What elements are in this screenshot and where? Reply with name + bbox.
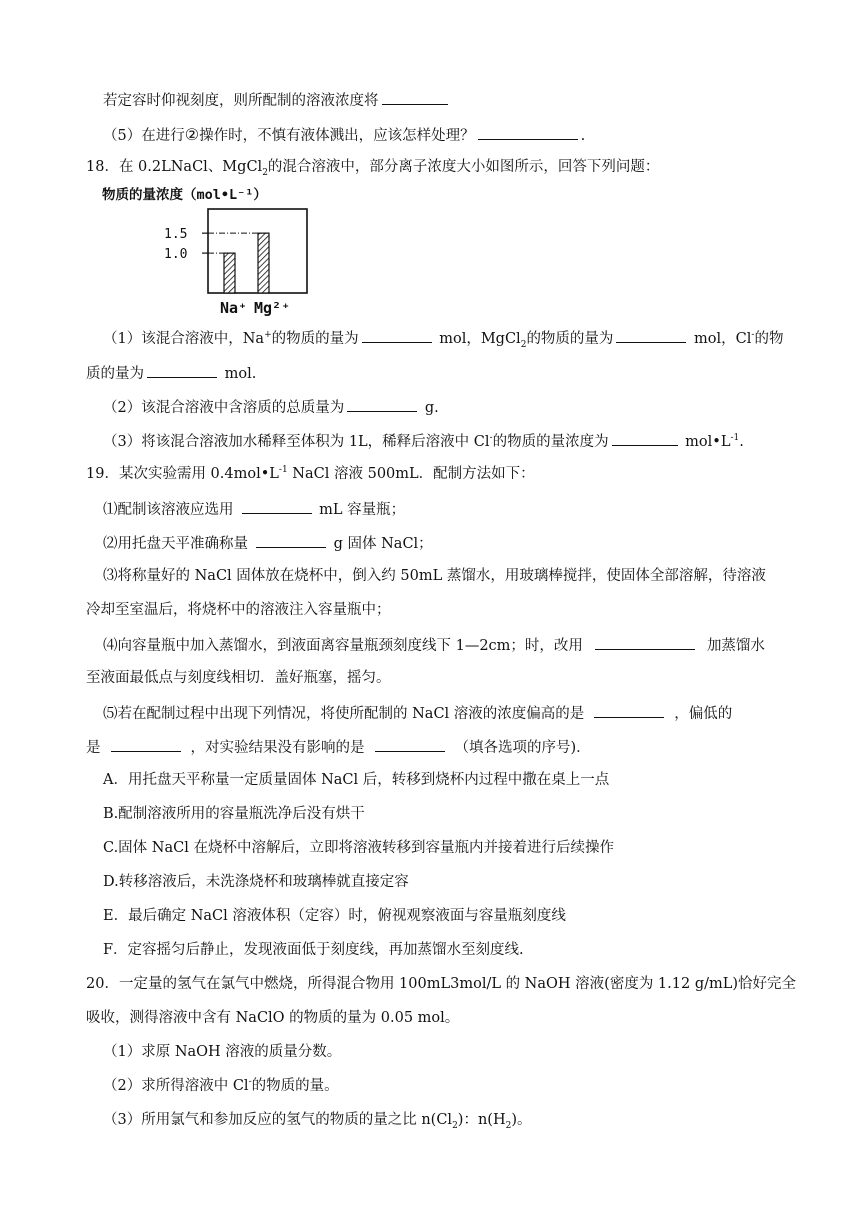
option-text: D.转移溶液后，未洗涤烧杯和玻璃棒就直接定容	[103, 874, 409, 890]
q20-text: （2）求所得溶液中 Cl	[103, 1078, 249, 1094]
superscript: -	[489, 433, 493, 444]
q19-text: ，对实验结果没有影响的是	[190, 740, 365, 756]
answer-blank[interactable]	[111, 736, 181, 752]
q18-text: （1）该混合溶液中，Na	[103, 331, 265, 347]
q20-text: 吸收，测得溶液中含有 NaClO 的物质的量为 0.05 mol。	[86, 1010, 460, 1026]
q18-text: 的混合溶液中，部分离子浓度大小如图所示，回答下列问题：	[267, 159, 660, 175]
q17-text: （5）在进行	[103, 128, 185, 144]
q17-text: 操作时，不慎有液体溅出，应该怎样处理？	[199, 128, 475, 144]
q19-option-a	[103, 770, 609, 790]
q20-text: 20．一定量的氢气在氯气中燃烧，所得混合物用 100mL3mol/L 的 NaOH 溶液(密度为 1.12 g/mL)恰好完全	[86, 976, 797, 992]
q20-text: 的物质的量。	[251, 1078, 339, 1094]
answer-blank[interactable]	[147, 362, 217, 378]
q17-text: .	[580, 128, 586, 144]
q19-step5-line1	[103, 702, 732, 724]
q19-option-d	[103, 872, 409, 892]
q17-line-5	[103, 89, 451, 111]
q18-text: g.	[420, 400, 439, 416]
answer-blank[interactable]	[382, 89, 448, 105]
q18-part1-line2	[86, 362, 256, 384]
y-tick-label: 1.0	[164, 247, 188, 263]
superscript: +	[264, 330, 272, 341]
q20-part1	[103, 1042, 341, 1062]
q19-text: ⑷向容量瓶中加入蒸馏水，到液面离容量瓶颈刻度线下 1—2cm；时，改用	[103, 638, 583, 654]
superscript: -1	[278, 465, 288, 476]
circled-number: ②	[184, 125, 200, 144]
q18-text: .	[739, 434, 744, 450]
answer-blank[interactable]	[375, 736, 445, 752]
q19-text: ⑶将称量好的 NaCl 固体放在烧杯中，倒入约 50mL 蒸馏水，用玻璃棒搅拌，使固体全部溶解，待溶液	[103, 568, 766, 584]
subscript: 2	[262, 167, 268, 178]
q18-text: 质的量为	[86, 366, 144, 382]
chart-svg	[100, 183, 315, 323]
q20-line2	[86, 1008, 459, 1028]
q20-line1	[86, 974, 796, 994]
answer-blank[interactable]	[616, 327, 686, 343]
q19-step3-line2	[86, 600, 391, 620]
q19-text: 是	[86, 740, 101, 756]
answer-blank[interactable]	[595, 634, 695, 650]
q18-part2	[103, 396, 439, 418]
q19-text: 冷却至室温后，将烧杯中的溶液注入容量瓶中；	[86, 602, 391, 618]
q18-part3	[103, 430, 744, 452]
q19-step4-line2	[86, 668, 391, 688]
q19-text: 加蒸馏水	[706, 638, 765, 654]
answer-blank[interactable]	[594, 702, 664, 718]
q20-part3	[103, 1110, 532, 1130]
q18-text: 的物质的量为	[526, 331, 614, 347]
option-text: E．最后确定 NaCl 溶液体积（定容）时，俯视观察液面与容量瓶刻度线	[103, 908, 566, 924]
answer-blank[interactable]	[256, 532, 326, 548]
answer-blank[interactable]	[362, 327, 432, 343]
superscript: -	[751, 330, 755, 341]
option-text: C.固体 NaCl 在烧杯中溶解后，立即将溶液转移到容量瓶内并接着进行后续操作	[103, 840, 614, 856]
option-text: A．用托盘天平称量一定质量固体 NaCl 后，转移到烧杯内过程中撒在桌上一点	[103, 772, 610, 788]
q17-line-6	[103, 124, 585, 146]
option-text: B.配制溶液所用的容量瓶洗净后没有烘干	[103, 806, 365, 822]
y-tick-label: 1.5	[164, 227, 188, 243]
q19-option-c	[103, 838, 614, 858]
q19-intro	[86, 464, 535, 484]
q19-step4-line1	[103, 634, 765, 656]
option-text: F．定容摇匀后静止，发现液面低于刻度线，再加蒸馏水至刻度线.	[103, 942, 524, 958]
ion-concentration-chart	[100, 183, 315, 323]
q18-intro	[86, 157, 659, 177]
q20-text: )。	[511, 1112, 532, 1128]
q18-text: 的物	[754, 331, 784, 347]
q19-text: 至液面最低点与刻度线相切．盖好瓶塞，摇匀。	[86, 670, 391, 686]
q19-text: （填各选项的序号)．	[454, 740, 591, 756]
q20-text: )：n(H	[457, 1112, 506, 1128]
q19-text: ⑸若在配制过程中出现下列情况，将使所配制的 NaCl 溶液的浓度偏高的是	[103, 706, 585, 722]
q18-text: （2）该混合溶液中含溶质的总质量为	[103, 400, 345, 416]
q18-text: mol，MgCl	[434, 331, 521, 347]
q19-option-f	[103, 940, 524, 960]
bar-na	[224, 253, 235, 293]
answer-blank[interactable]	[612, 430, 678, 446]
q19-text: mL 容量瓶；	[314, 502, 406, 518]
chart-title: 物质的量浓度（mol•L⁻¹）	[102, 187, 267, 203]
subscript: 2	[452, 1120, 458, 1131]
x-category-label: Na⁺	[220, 299, 248, 317]
answer-blank[interactable]	[347, 396, 417, 412]
q19-step3-line1	[103, 566, 766, 586]
q20-text: （3）所用氯气和参加反应的氢气的物质的量之比 n(Cl	[103, 1112, 453, 1128]
q18-part1-line1	[103, 327, 783, 349]
q19-step2	[103, 532, 433, 554]
q19-option-e	[103, 906, 566, 926]
x-category-label: Mg²⁺	[254, 299, 291, 317]
answer-blank[interactable]	[242, 498, 312, 514]
q19-text: ，偏低的	[674, 706, 733, 722]
answer-blank[interactable]	[478, 124, 578, 140]
q18-text: mol，Cl	[689, 331, 752, 347]
q19-option-b	[103, 804, 365, 824]
subscript: 2	[520, 339, 527, 350]
q19-text: g 固体 NaCl；	[329, 536, 433, 552]
bar-mg	[258, 233, 269, 293]
superscript: -1	[730, 433, 740, 444]
q20-part2	[103, 1076, 339, 1096]
q19-text: ⑴配制该溶液应选用	[103, 502, 234, 518]
q18-text: 的物质的量为	[271, 331, 359, 347]
q18-text: mol•L	[680, 434, 731, 450]
q18-text: （3）将该混合溶液加水稀释至体积为 1L，稀释后溶液中 Cl	[103, 434, 490, 450]
q18-text: 18．在 0.2LNaCl、MgCl	[86, 159, 263, 175]
superscript: -	[248, 1077, 252, 1088]
q19-text: 19．某次实验需用 0.4mol•L	[86, 466, 279, 482]
q20-text: （1）求原 NaOH 溶液的质量分数。	[103, 1044, 342, 1060]
subscript: 2	[505, 1120, 512, 1131]
q19-text: ⑵用托盘天平准确称量	[103, 536, 248, 552]
q19-step5-line2	[86, 736, 591, 758]
q17-text: 若定容时仰视刻度，则所配制的溶液浓度将	[103, 93, 379, 109]
q19-text: NaCl 溶液 500mL．配制方法如下：	[287, 466, 535, 482]
q19-step1	[103, 498, 405, 520]
q18-text: mol.	[220, 366, 257, 382]
q18-text: 的物质的量浓度为	[492, 434, 609, 450]
